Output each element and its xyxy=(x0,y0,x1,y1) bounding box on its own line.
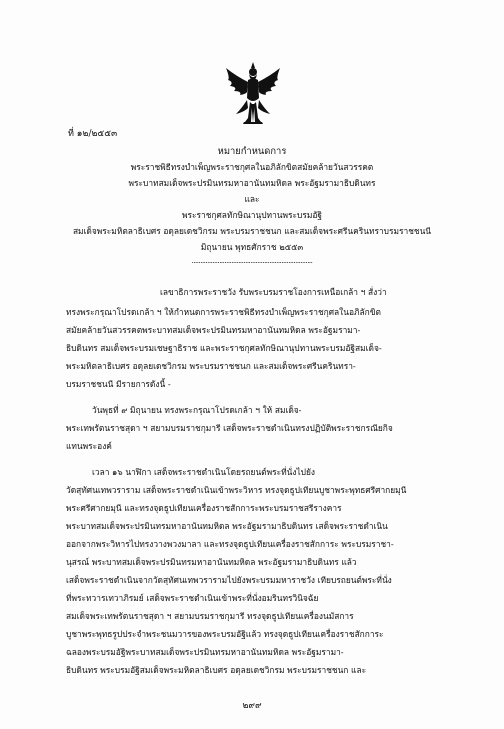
paragraph-line: วัดสุทัศนเทพวราราม เสด็จพระราชดำเนินเข้าพระวิหาร ทรงจุดธูปเทียนบูชาพระพุทธศรีศากยมุนี xyxy=(66,485,407,495)
paragraph-line: บรมราชชนนี มีรายการดังนี้ - xyxy=(66,379,171,389)
subtitle-line: พระราชกุศลทักษิณานุปทานพระบรมอัฐิ xyxy=(182,210,322,220)
paragraph-line: สมเด็จพระเทพรัตนราชสุดา ฯ สยามบรมราชกุมารี ทรงจุดธูปเทียนเครื่องนมัสการ xyxy=(66,611,354,621)
paragraph-line: วันพุธที่ ๙ มิถุนายน ทรงพระกรุณาโปรดเกล้า ฯ ให้ สมเด็จ- xyxy=(92,405,302,415)
paragraph-line: บูชาพระพุทธรูปประจำพระชนมวารของพระบรมอัฐิแล้ว ทรงจุดธูปเทียนเครื่องราชสักการะ xyxy=(66,629,384,639)
garuda-emblem-icon xyxy=(222,60,284,128)
paragraph-line: เวลา ๑๖ นาฬิกา เสด็จพระราชดำเนินโดยรถยนต์พระที่นั่งไปยัง xyxy=(92,467,315,477)
paragraph-line: เสด็จพระราชดำเนินจากวัดสุทัศนเทพวรารามไปยังพระบรมมหาราชวัง เทียบรถยนต์พระที่นั่ง xyxy=(66,575,392,585)
paragraph-line: เลขาธิการพระราชวัง รับพระบรมราชโองการเหนือเกล้า ฯ สั่งว่า xyxy=(160,287,387,297)
subtitle-line: และ xyxy=(244,194,260,204)
paragraph-line: ออกจากพระวิหารไปทรงวางพวงมาลา และทรงจุดธูปเทียนเครื่องราชสักการะ พระบรมราชา- xyxy=(66,539,394,549)
page-number: ๒๙๙ xyxy=(242,701,262,711)
dotted-separator: ...................................................................... xyxy=(191,257,313,265)
paragraph-line: ธิบดินทร พระบรมอัฐิสมเด็จพระมหิตลาธิเบศร อดุลยเดชวิกรม พระบรมราชชนก และ xyxy=(66,665,367,675)
document-number: ที่ ๑๒/๒๕๕๓ xyxy=(68,129,118,139)
subtitle-line: มิถุนายน พุทธศักราช ๒๕๕๓ xyxy=(200,242,304,252)
paragraph-line: ธิบดินทร สมเด็จพระบรมเชษฐาธิราช และพระราชกุศลทักษิณานุปทานพระบรมอัฐิสมเด็จ- xyxy=(66,343,382,353)
paragraph-line: นุสรณ์ พระบาทสมเด็จพระปรมินทรมหาอานันทมหิดล พระอัฐมรามาธิบดินทร แล้ว xyxy=(66,557,357,567)
paragraph-line: แทนพระองค์ xyxy=(66,441,112,451)
paragraph-line: ทรงพระกรุณาโปรดเกล้า ฯ ให้กำหนดการพระราชพิธีทรงบำเพ็ญพระราชกุศลในอภิลักขิต xyxy=(66,307,381,317)
paragraph-line: ฉลองพระบรมอัฐิพระบาทสมเด็จพระปรมินทรมหาอานันทมหิดล พระอัฐมรามา- xyxy=(66,647,344,657)
paragraph-line: ที่พระทวารเทวาภิรมย์ เสด็จพระราชดำเนินเข้าพระที่นั่งอมรินทรวินิจฉัย xyxy=(66,593,319,603)
subtitle-line: พระราชพิธีทรงบำเพ็ญพระราชกุศลในอภิลักขิตสมัยคล้ายวันสวรรคต xyxy=(130,162,374,172)
paragraph-line: พระเทพรัตนราชสุดา ฯ สยามบรมราชกุมารี เสด็จพระราชดำเนินทรงปฏิบัติพระราชกรณียกิจ xyxy=(66,423,393,433)
paragraph-line: สมัยคล้ายวันสวรรคตพระบาทสมเด็จพระปรมินทรมหาอานันทมหิดล พระอัฐมรามา- xyxy=(66,325,361,335)
paragraph-line: พระศรีศากยมุนี และทรงจุดธูปเทียนเครื่องราชสักการะพระบรมราชสรีรางคาร xyxy=(66,503,342,513)
subtitle-line: พระบาทสมเด็จพระปรมินทรมหาอานันทมหิดล พระอัฐมรามาธิบดินทร xyxy=(128,178,376,188)
paragraph-line: พระมหิตลาธิเบศร อดุลยเดชวิกรม พระบรมราชชนก และสมเด็จพระศรีนครินทรา- xyxy=(66,361,356,371)
subtitle-line: สมเด็จพระมหิตลาธิเบศร อดุลยเดชวิกรม พระบรมราชชนก และสมเด็จพระศรีนครินทราบรมราชชนนี xyxy=(72,226,432,236)
paragraph-line: พระบาทสมเด็จพระปรมินทรมหาอานันทมหิดล พระอัฐมรามาธิบดินทร เสด็จพระราชดำเนิน xyxy=(66,521,388,531)
document-title: หมายกำหนดการ xyxy=(217,146,287,157)
